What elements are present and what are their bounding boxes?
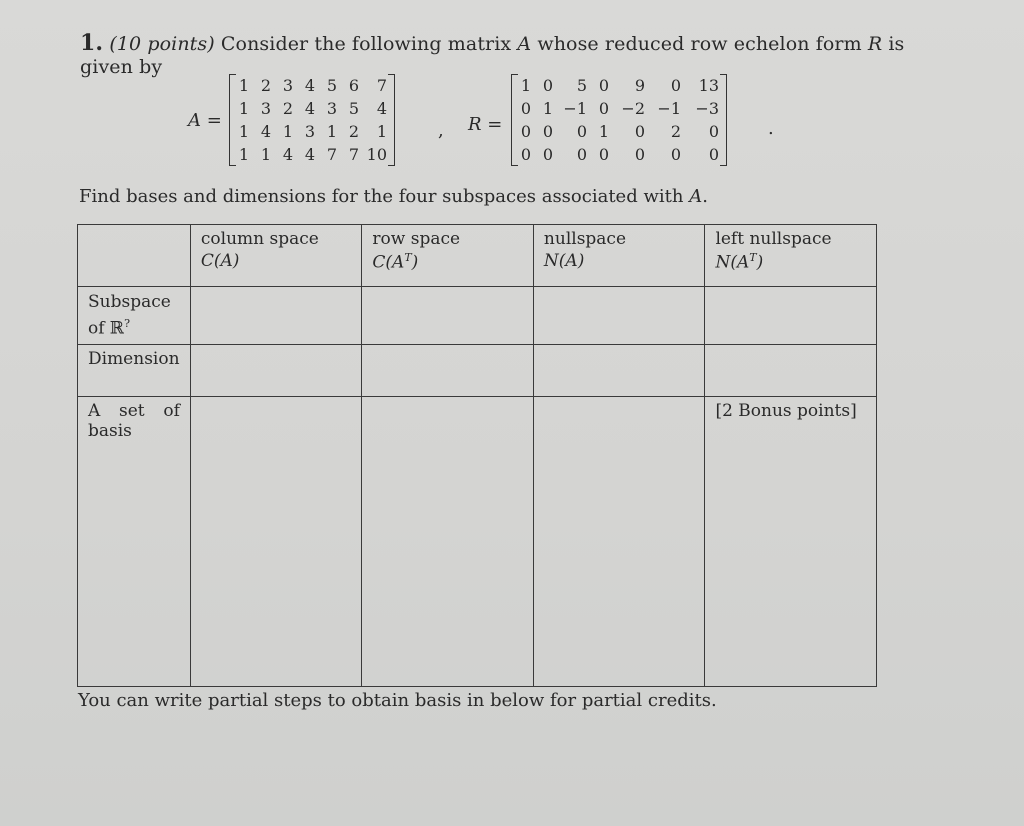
matrix-a-entry: 1 (326, 122, 337, 141)
matrix-r-entry: 0 (542, 76, 553, 95)
matrix-a-row (234, 97, 390, 120)
header-row-space: row space $C(A^T)$ (362, 225, 534, 287)
matrix-a-entry: 10 (366, 145, 387, 164)
instructions: Find bases and dimensions for the four subspaces associated with A. (79, 186, 708, 207)
matrix-r-entry: 0 (520, 145, 531, 164)
subspace-cell-column-space[interactable] (190, 287, 362, 345)
footer-note: You can write partial steps to obtain basis in below for partial credits. (78, 690, 717, 711)
matrix-r (516, 74, 722, 166)
answer-table (77, 224, 877, 687)
matrix-a-entry: 1 (238, 99, 249, 118)
problem-symbol-a: A (517, 33, 532, 55)
matrix-a-entry: 7 (348, 145, 359, 164)
matrix-a-entry: 3 (282, 76, 293, 95)
dimension-row (78, 344, 877, 396)
matrix-a-entry: 1 (260, 145, 271, 164)
dimension-cell-row-space[interactable] (362, 344, 534, 396)
matrix-terminator: . (768, 118, 774, 139)
matrix-a-entry: 4 (376, 99, 387, 118)
matrix-a-entry: 2 (282, 99, 293, 118)
matrix-a-row (234, 74, 390, 97)
matrix-r-entry: 0 (634, 122, 645, 141)
subspace-cell-row-space[interactable] (362, 287, 534, 345)
matrix-a-entry: 5 (326, 76, 337, 95)
matrix-a-entry: 1 (238, 122, 249, 141)
matrix-r-entry: 0 (520, 99, 531, 118)
bonus-points-note: [2 Bonus points] (715, 400, 857, 421)
basis-cell-nullspace[interactable] (533, 396, 705, 686)
header-nullspace: nullspace N(A) (533, 225, 705, 287)
matrix-r-entry: 9 (634, 76, 645, 95)
matrix-a-entry: 4 (304, 145, 315, 164)
matrix-r-entry: −3 (695, 99, 719, 118)
header-left-nullspace: left nullspace $N(A^T)$ (705, 225, 877, 287)
matrix-r-row (516, 120, 722, 143)
matrix-r-row (516, 143, 722, 166)
matrix-a-entry: 7 (376, 76, 387, 95)
matrix-r-entry: 0 (542, 145, 553, 164)
matrix-a-entry: 1 (282, 122, 293, 141)
matrix-a-entry: 4 (304, 76, 315, 95)
matrix-separator: , (438, 120, 444, 141)
matrix-a-entry: 3 (304, 122, 315, 141)
subspace-cell-nullspace[interactable] (533, 287, 705, 345)
matrix-a-row (234, 120, 390, 143)
dimension-label: Dimension (78, 344, 191, 396)
subspace-row (78, 287, 877, 345)
dimension-cell-nullspace[interactable] (533, 344, 705, 396)
problem-text-1: Consider the following matrix (220, 33, 512, 55)
matrix-a-entry: 4 (282, 145, 293, 164)
matrix-a-label: A = (188, 110, 222, 131)
matrix-a-entry: 7 (326, 145, 337, 164)
matrix-a-row (234, 143, 390, 166)
matrix-r-entry: 0 (598, 76, 609, 95)
header-row (78, 225, 877, 287)
matrix-r-entry: 0 (598, 145, 609, 164)
problem-number: 1. (80, 30, 104, 56)
matrix-r-entry: 0 (670, 145, 681, 164)
dimension-cell-left-nullspace[interactable] (705, 344, 877, 396)
matrix-a-entry: 3 (326, 99, 337, 118)
dimension-cell-column-space[interactable] (190, 344, 362, 396)
basis-cell-row-space[interactable] (362, 396, 534, 686)
matrix-a-entry: 5 (348, 99, 359, 118)
matrix-a-entry: 2 (348, 122, 359, 141)
problem-text-3: is given by (80, 33, 905, 78)
problem-statement (80, 30, 920, 78)
matrix-r-entry: 0 (708, 122, 719, 141)
basis-cell-left-nullspace[interactable] (705, 396, 877, 686)
matrix-r-entry: 5 (576, 76, 587, 95)
problem-text-2: whose reduced row echelon form (537, 33, 862, 55)
matrix-r-entry: 0 (576, 145, 587, 164)
matrix-r-entry: 0 (576, 122, 587, 141)
basis-label: A set of basis (78, 396, 191, 686)
subspace-cell-left-nullspace[interactable] (705, 287, 877, 345)
matrix-r-entry: 13 (698, 76, 719, 95)
matrix-r-entry: 0 (708, 145, 719, 164)
basis-row (78, 396, 877, 686)
matrix-r-entry: 0 (542, 122, 553, 141)
matrix-r-entry: 0 (520, 122, 531, 141)
header-column-space: column space C(A) (190, 225, 362, 287)
matrix-r-entry: 1 (520, 76, 531, 95)
basis-cell-column-space[interactable] (190, 396, 362, 686)
matrix-a-entry: 3 (260, 99, 271, 118)
matrix-r-entry: 0 (634, 145, 645, 164)
matrix-r-label: R = (468, 114, 503, 135)
matrix-r-row (516, 97, 722, 120)
matrix-r-entry: 1 (542, 99, 553, 118)
problem-symbol-r: R (867, 33, 883, 55)
matrix-r-entry: −2 (621, 99, 645, 118)
matrix-a-entry: 1 (238, 145, 249, 164)
header-empty-cell (78, 225, 191, 287)
matrix-a (234, 74, 390, 166)
matrix-r-row (516, 74, 722, 97)
matrix-a-entry: 1 (376, 122, 387, 141)
matrix-a-entry: 1 (238, 76, 249, 95)
problem-points: (10 points) (109, 33, 215, 55)
subspace-label: Subspace of ℝ? (78, 287, 191, 345)
matrix-a-entry: 6 (348, 76, 359, 95)
matrix-equations (170, 74, 830, 174)
matrix-r-entry: 0 (670, 76, 681, 95)
matrix-r-entry: 2 (670, 122, 681, 141)
matrix-a-entry: 4 (260, 122, 271, 141)
matrix-a-entry: 2 (260, 76, 271, 95)
matrix-a-entry: 4 (304, 99, 315, 118)
matrix-r-entry: 0 (598, 99, 609, 118)
matrix-r-entry: −1 (563, 99, 587, 118)
matrix-r-entry: −1 (657, 99, 681, 118)
matrix-r-entry: 1 (598, 122, 609, 141)
